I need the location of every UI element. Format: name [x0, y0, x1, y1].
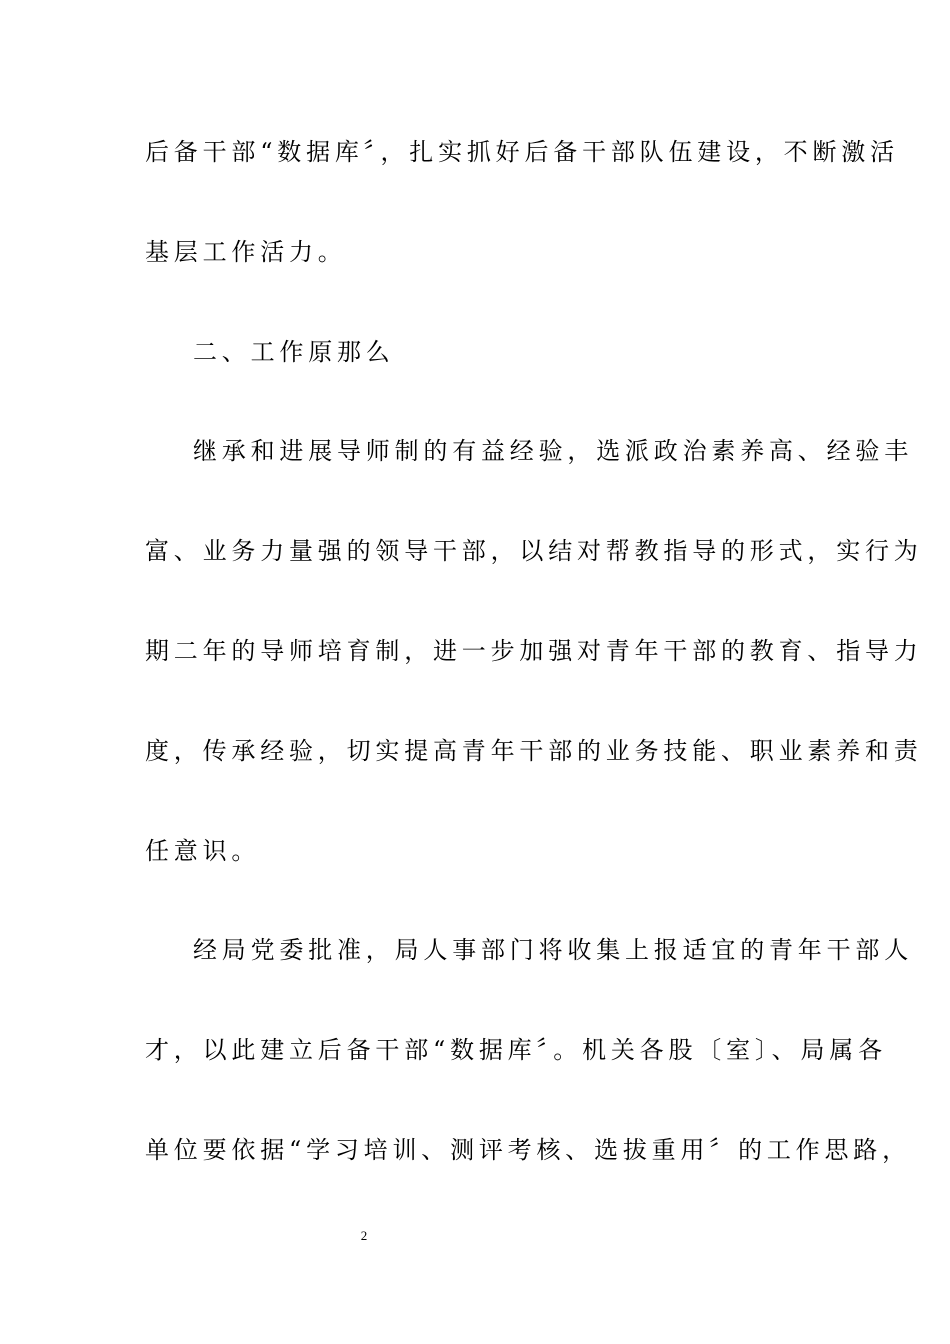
paragraph-2-line-4: 度，传承经验，切实提高青年干部的业务技能、职业素养和责: [145, 737, 923, 765]
paragraph-3-line-1: 经局党委批准，局人事部门将收集上报适宜的青年干部人: [193, 936, 913, 964]
page-number: 2: [360, 1228, 368, 1243]
paragraph-2-line-2: 富、业务力量强的领导干部，以结对帮教指导的形式，实行为: [145, 537, 923, 565]
paragraph-2-line-5: 任意识。: [145, 837, 261, 865]
paragraph-1-line-1: 后备干部“数据库〞，扎实抓好后备干部队伍建设，不断激活: [145, 138, 899, 166]
paragraph-2-line-3: 期二年的导师培育制，进一步加强对青年干部的教育、指导力: [145, 637, 923, 665]
section-heading: 二、工作原那么: [193, 338, 395, 366]
paragraph-2-line-1: 继承和进展导师制的有益经验，选派政治素养高、经验丰: [193, 437, 913, 465]
paragraph-1-line-2: 基层工作活力。: [145, 238, 347, 266]
paragraph-3-line-3: 单位要依据“学习培训、测评考核、选拔重用〞的工作思路，: [145, 1136, 911, 1164]
paragraph-3-line-2: 才，以此建立后备干部“数据库〞。机关各股〔室〕、局属各: [145, 1036, 887, 1064]
